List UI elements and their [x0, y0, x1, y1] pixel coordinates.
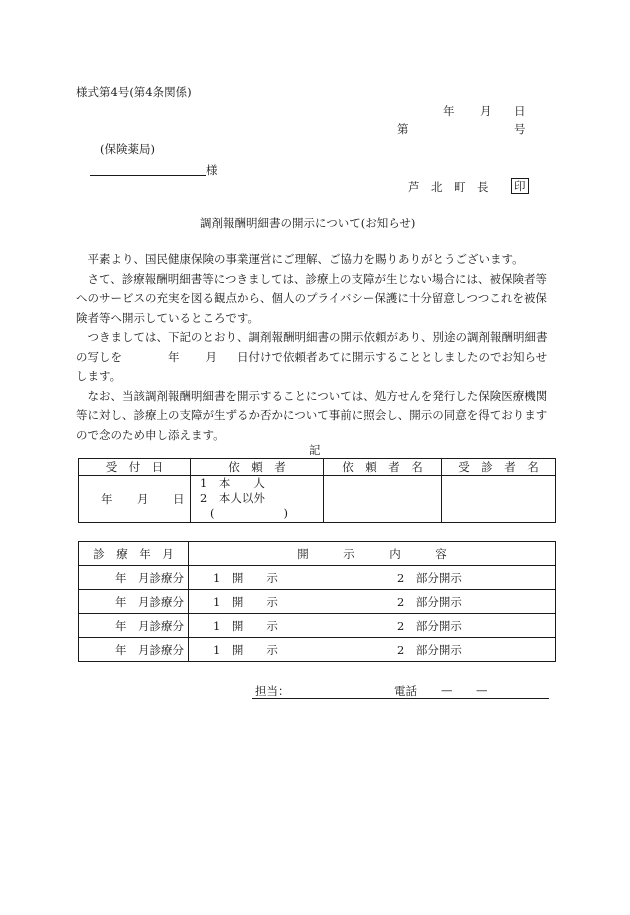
treatment-month-cell: 年 月診療分: [79, 566, 189, 590]
treatment-month-cell: 年 月診療分: [79, 638, 189, 662]
document-title: 調剤報酬明細書の開示について(お知らせ): [200, 216, 416, 230]
table-row: [79, 590, 556, 614]
body-text: [76, 250, 556, 445]
table-row: [79, 614, 556, 638]
header-received-date: 受 付 日: [79, 459, 191, 476]
option-partial-disclosure[interactable]: 2 部分開示: [397, 595, 462, 609]
body-paragraph-4: なお、当該調剤報酬明細書を開示することについては、処方せんを発行した保険医療機関等に対し、診療上の支障が生ずるか否かについて事前に照会し、開示の同意を得ておりますので念のため申し添えます。: [76, 388, 548, 442]
option-partial-disclosure[interactable]: 2 部分開示: [397, 571, 462, 585]
date-month-label: 月: [480, 104, 492, 118]
pharmacy-label: (保険薬局): [100, 142, 155, 156]
requester-option-self[interactable]: 1 本 人: [200, 476, 265, 490]
ki-label: 記: [309, 443, 321, 457]
date-year-label: 年: [443, 104, 455, 118]
requester-name-cell[interactable]: [324, 476, 442, 523]
option-partial-disclosure[interactable]: 2 部分開示: [397, 643, 462, 657]
header-requester: 依 頼 者: [191, 459, 324, 476]
phone-dash-1: —: [441, 683, 453, 697]
requester-option-other[interactable]: 2 本人以外: [200, 491, 265, 505]
option-full-disclosure[interactable]: 1 開 示: [213, 571, 278, 585]
request-table: [78, 458, 556, 523]
patient-name-cell[interactable]: [442, 476, 556, 523]
body-paragraph-2: さて、診療報酬明細書等につきましては、診療上の支障が生じない場合には、被保険者等へのサービスの充実を図る観点から、個人のプライバシー保護に十分留意しつつこれを被保険者等へ開示しているところです。: [76, 271, 548, 325]
treatment-month-cell: 年 月診療分: [79, 614, 189, 638]
sender-name: 芦 北 町 長: [408, 180, 489, 194]
phone-dash-2: —: [476, 683, 488, 697]
number-prefix: 第: [397, 122, 409, 136]
option-full-disclosure[interactable]: 1 開 示: [213, 619, 278, 633]
header-patient-name: 受 診 者 名: [442, 459, 556, 476]
contact-phone-label: 電話: [394, 684, 417, 698]
received-date-cell: 年 月 日: [79, 476, 191, 523]
contact-underline: [252, 698, 549, 699]
requester-option-note[interactable]: ( ): [210, 506, 288, 520]
table-row: [79, 566, 556, 590]
disclosure-option-cell: [189, 638, 556, 662]
option-full-disclosure[interactable]: 1 開 示: [213, 643, 278, 657]
option-full-disclosure[interactable]: 1 開 示: [213, 595, 278, 609]
disclosure-option-cell: [189, 614, 556, 638]
contact-person-label: 担当：: [255, 684, 290, 698]
disclosure-table: [78, 541, 556, 662]
addressee-underline: [90, 175, 206, 176]
number-suffix: 号: [514, 122, 526, 136]
header-treatment-month: 診 療 年 月: [79, 542, 189, 566]
body-paragraph-3: つきましては、下記のとおり、調剤報酬明細書の開示依頼があり、別途の調剤報酬明細書の写しを 年 月 日付けで依頼者あてに開示することとしましたのでお知らせします。: [76, 330, 548, 383]
disclosure-option-cell: [189, 590, 556, 614]
sender-seal: 印: [511, 178, 529, 194]
header-requester-name: 依 頼 者 名: [324, 459, 442, 476]
date-day-label: 日: [514, 104, 526, 118]
option-partial-disclosure[interactable]: 2 部分開示: [397, 619, 462, 633]
form-id: 様式第4号(第4条関係): [76, 85, 192, 99]
disclosure-option-cell: [189, 566, 556, 590]
table-row: [79, 638, 556, 662]
honorific: 様: [206, 163, 218, 177]
body-paragraph-1: 平素より、国民健康保険の事業運営にご理解、ご協力を賜りありがとうございます。: [87, 252, 524, 266]
treatment-month-cell: 年 月診療分: [79, 590, 189, 614]
header-disclosure-content: 開 示 内 容: [189, 542, 556, 566]
requester-options-cell: [191, 476, 324, 523]
